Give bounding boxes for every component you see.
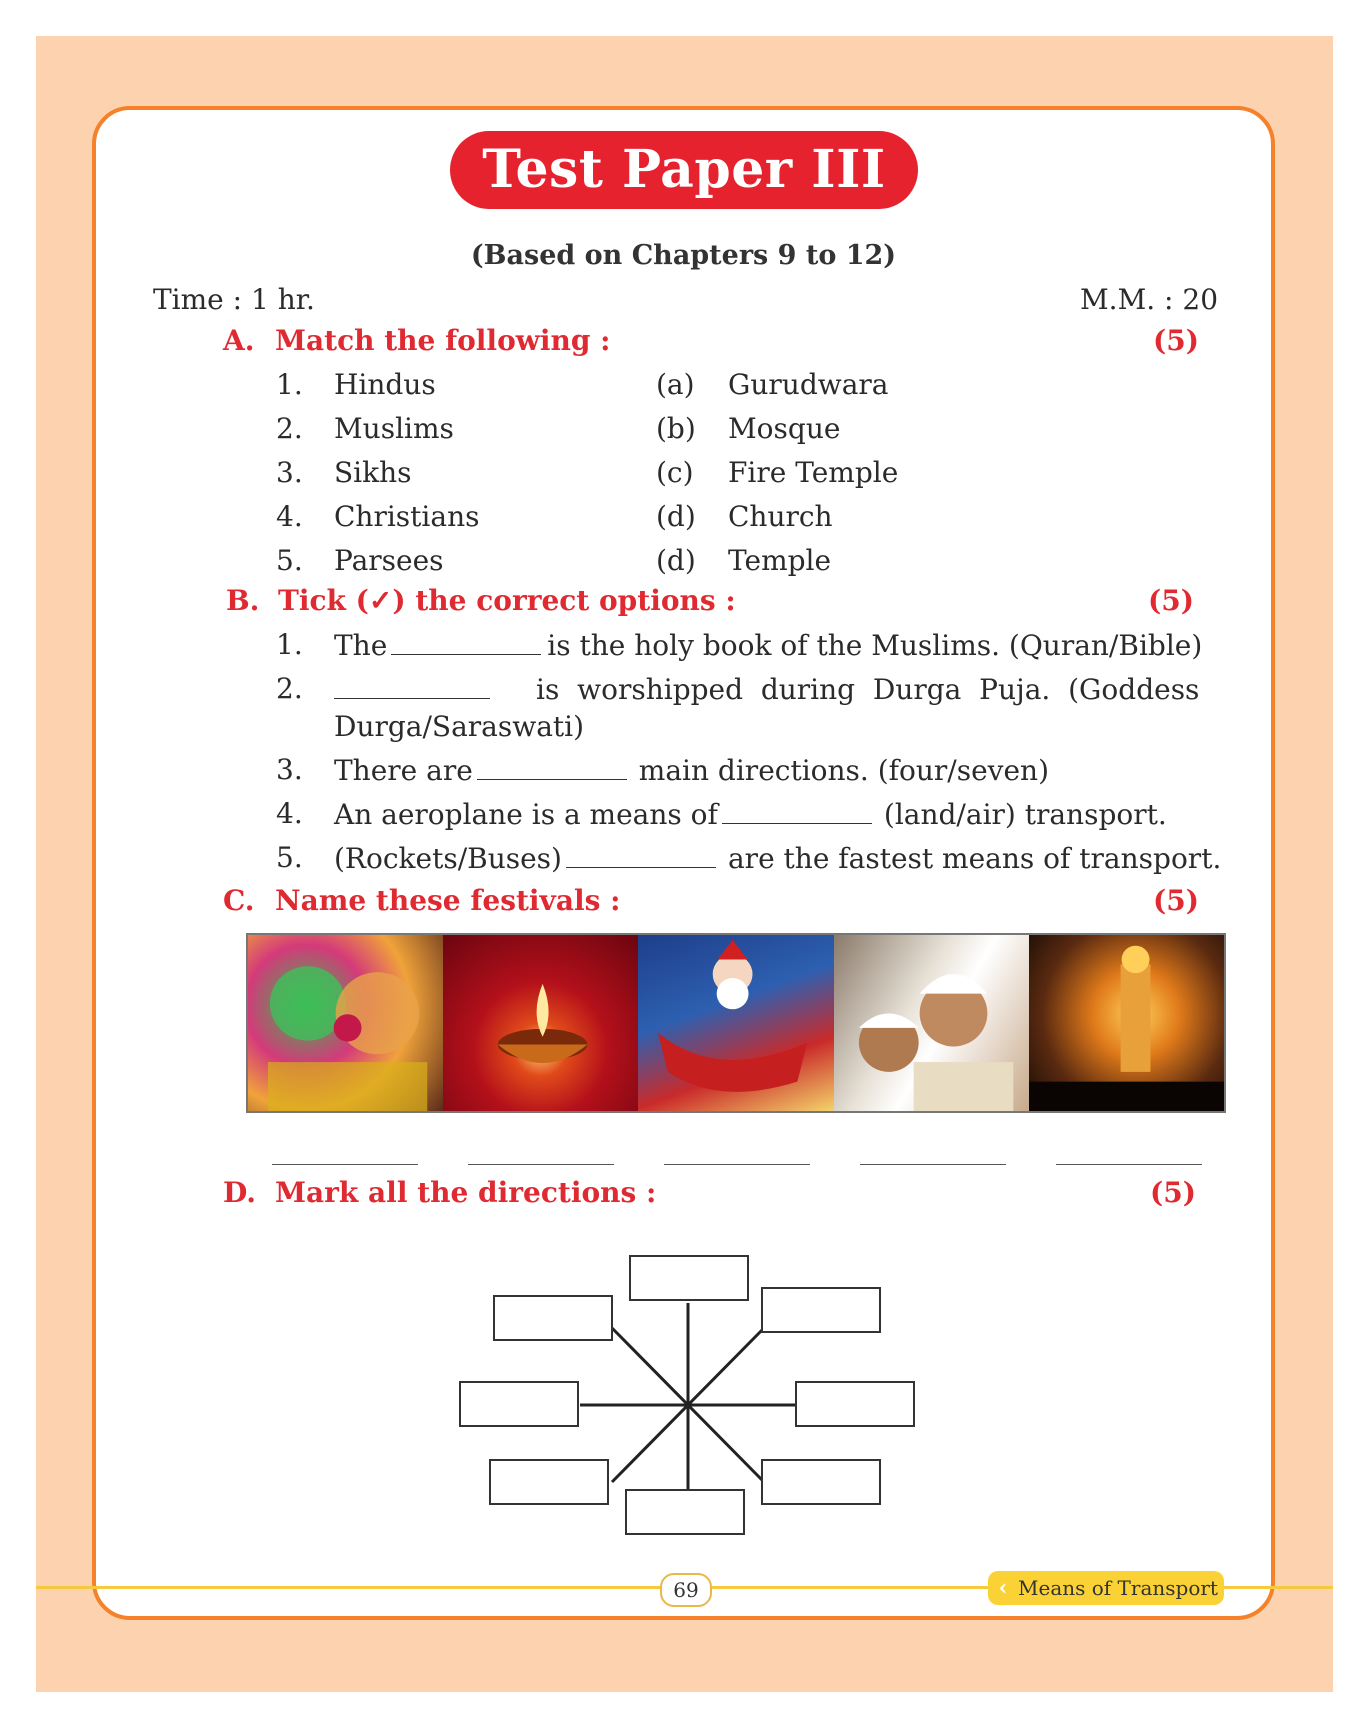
match-left-num: 1. xyxy=(276,368,303,401)
section-b-marks: (5) xyxy=(1148,584,1194,617)
festival-answer-line[interactable] xyxy=(468,1164,614,1165)
match-right-item: Church xyxy=(728,500,833,533)
time-allowed: Time : 1 hr. xyxy=(153,283,315,316)
festival-photo-holi xyxy=(248,935,443,1111)
chapter-tag[interactable] xyxy=(988,1571,1224,1605)
section-b-letter: B. xyxy=(226,584,260,617)
answer-blank[interactable] xyxy=(334,672,490,699)
answer-blank[interactable] xyxy=(477,753,627,780)
section-d-marks: (5) xyxy=(1150,1176,1196,1209)
festival-photo-christmas xyxy=(638,935,833,1111)
answer-blank[interactable] xyxy=(722,797,872,824)
match-left-num: 4. xyxy=(276,500,303,533)
match-right-item: Mosque xyxy=(728,412,841,445)
section-c-marks: (5) xyxy=(1153,884,1199,917)
section-a-letter: A. xyxy=(223,324,255,357)
direction-box-southeast[interactable] xyxy=(762,1460,880,1504)
match-right-item: Temple xyxy=(728,544,832,577)
festival-photo-eid xyxy=(834,935,1029,1111)
section-a-title: Match the following : xyxy=(275,324,611,357)
direction-box-northeast[interactable] xyxy=(762,1288,880,1332)
section-c-letter: C. xyxy=(223,884,255,917)
question-num: 2. xyxy=(276,672,303,705)
match-left-item: Parsees xyxy=(334,544,444,577)
match-left-num: 2. xyxy=(276,412,303,445)
question-text-after: (land/air) transport. xyxy=(883,798,1167,831)
direction-box-west[interactable] xyxy=(460,1382,578,1426)
page-title: Test Paper III xyxy=(450,131,918,209)
question-num: 4. xyxy=(276,797,303,830)
question-text-after: are the fastest means of transport. xyxy=(727,842,1222,875)
section-d-title: Mark all the directions : xyxy=(275,1176,657,1209)
match-right-opt: (d) xyxy=(656,500,696,533)
question-row xyxy=(334,628,1202,662)
direction-box-northwest[interactable] xyxy=(494,1296,612,1340)
direction-box-southwest[interactable] xyxy=(490,1460,608,1504)
section-d-heading xyxy=(223,1176,656,1209)
question-text-before: The xyxy=(334,629,388,662)
direction-box-east[interactable] xyxy=(796,1382,914,1426)
match-right-item: Gurudwara xyxy=(728,368,889,401)
answer-blank[interactable] xyxy=(391,628,541,655)
festival-photo-diwali xyxy=(443,935,638,1111)
question-row xyxy=(334,797,1167,831)
page-number: 69 xyxy=(660,1573,712,1607)
match-left-num: 5. xyxy=(276,544,303,577)
direction-box-south[interactable] xyxy=(626,1490,744,1534)
festival-answer-line[interactable] xyxy=(860,1164,1006,1165)
section-b-title: Tick (✓) the correct options : xyxy=(278,584,736,617)
match-right-item: Fire Temple xyxy=(728,456,899,489)
subtitle: (Based on Chapters 9 to 12) xyxy=(470,240,897,271)
section-a-heading xyxy=(223,324,611,357)
answer-blank[interactable] xyxy=(566,841,716,868)
chevron-left-icon: ‹ xyxy=(998,1575,1008,1601)
match-right-opt: (a) xyxy=(656,368,695,401)
question-num: 5. xyxy=(276,841,303,874)
festival-answer-line[interactable] xyxy=(1056,1164,1202,1165)
question-row xyxy=(334,753,1049,787)
festival-photo-strip xyxy=(246,933,1226,1113)
festival-answer-line[interactable] xyxy=(272,1164,418,1165)
festival-answer-line[interactable] xyxy=(664,1164,810,1165)
festival-photo-dussehra xyxy=(1029,935,1224,1111)
question-text-after: is worshipped during Durga Puja. (Goddess xyxy=(536,673,1200,706)
question-text-after: main directions. (four/seven) xyxy=(638,754,1049,787)
section-b-heading xyxy=(226,584,736,617)
match-left-num: 3. xyxy=(276,456,303,489)
section-a-marks: (5) xyxy=(1153,324,1199,357)
question-row xyxy=(334,672,1199,706)
section-c-heading xyxy=(223,884,620,917)
section-c-title: Name these festivals : xyxy=(275,884,621,917)
match-right-opt: (d) xyxy=(656,544,696,577)
question-text-after: is the holy book of the Muslims. (Quran/Bible) xyxy=(547,629,1203,662)
match-left-item: Hindus xyxy=(334,368,436,401)
max-marks: M.M. : 20 xyxy=(1080,283,1219,316)
question-text-before: An aeroplane is a means of xyxy=(334,798,718,831)
chapter-label: Means of Transport xyxy=(1018,1576,1218,1600)
question-num: 1. xyxy=(276,628,303,661)
match-left-item: Muslims xyxy=(334,412,454,445)
question-continuation: Durga/Saraswati) xyxy=(334,710,585,743)
question-text-before: There are xyxy=(334,754,473,787)
question-row xyxy=(334,841,1221,875)
match-left-item: Christians xyxy=(334,500,480,533)
question-text-before: (Rockets/Buses) xyxy=(334,842,562,875)
match-left-item: Sikhs xyxy=(334,456,412,489)
section-d-letter: D. xyxy=(223,1176,257,1209)
match-right-opt: (c) xyxy=(656,456,694,489)
match-right-opt: (b) xyxy=(656,412,696,445)
direction-box-north[interactable] xyxy=(630,1256,748,1300)
compass-diagram xyxy=(450,1250,930,1540)
question-num: 3. xyxy=(276,753,303,786)
